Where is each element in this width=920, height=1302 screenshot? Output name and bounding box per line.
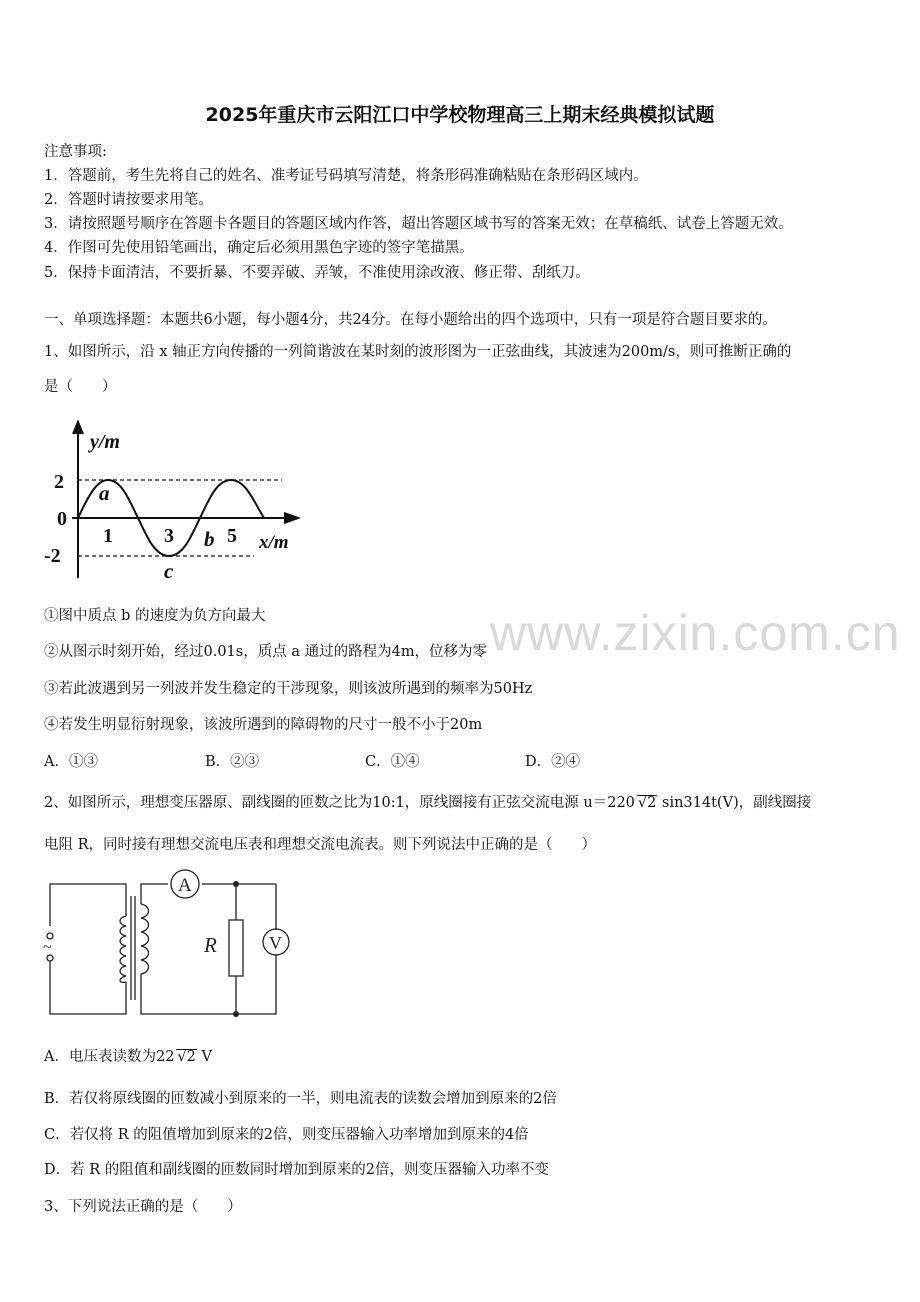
q2-option-a-unit: V bbox=[201, 1049, 212, 1065]
q1-option-c[interactable]: C．①④ bbox=[365, 754, 420, 770]
y-tick-neg2: -2 bbox=[44, 545, 61, 567]
x-tick-1: 1 bbox=[103, 525, 113, 547]
y-tick-2: 2 bbox=[54, 471, 64, 493]
q2-option-d[interactable]: D．若 R 的阻值和副线圈的匝数同时增加到原来的2倍，则变压器输入功率不变 bbox=[44, 1162, 549, 1178]
q1-option-d[interactable]: D．②④ bbox=[525, 754, 581, 770]
q2-option-a-text: A．电压表读数为22 bbox=[44, 1049, 175, 1065]
point-c-label: c bbox=[164, 559, 174, 583]
q1-statement-2: ②从图示时刻开始，经过0.01s，质点 a 通过的路程为4m，位移为零 bbox=[44, 644, 488, 660]
sqrt-sign: √2 bbox=[637, 795, 657, 811]
ammeter-label: A bbox=[178, 875, 192, 896]
y-axis-label: y/m bbox=[90, 431, 120, 453]
resistor-label: R bbox=[204, 933, 217, 957]
q1-option-a[interactable]: A．①③ bbox=[44, 754, 98, 770]
notice-item-5: 5．保持卡面清洁，不要折暴、不要弄破、弄皱，不准使用涂改液、修正带、刮纸刀。 bbox=[44, 265, 590, 281]
q1-statement-1: ①图中质点 b 的速度为负方向最大 bbox=[44, 608, 266, 624]
notice-item-1: 1．答题前，考生先将自己的姓名、准考证号码填写清楚，将条形码准确粘贴在条形码区域内。 bbox=[44, 168, 648, 184]
q2-stem-part2: sin314t(V)，副线圈接 bbox=[662, 795, 812, 811]
q2-stem-line2: 电阻 R，同时接有理想交流电压表和理想交流电流表。则下列说法中正确的是（ ） bbox=[44, 837, 597, 853]
sqrt-value: 2 bbox=[186, 1049, 196, 1065]
notice-heading: 注意事项: bbox=[44, 144, 107, 160]
notice-item-4: 4．作图可先使用铅笔画出，确定后必须用黑色字迹的签字笔描黑。 bbox=[44, 240, 474, 256]
q1-statement-4: ④若发生明显衍射现象，该波所遇到的障碍物的尺寸一般不小于20m bbox=[44, 717, 483, 733]
y-tick-0: 0 bbox=[57, 508, 67, 530]
notice-item-3: 3．请按照题号顺序在答题卡各题目的答题区域内作答，超出答题区域书写的答案无效；在草稿纸、试卷上答题无效。 bbox=[44, 216, 793, 232]
q1-stem-line2: 是（ ） bbox=[44, 379, 117, 395]
point-a-label: a bbox=[99, 481, 110, 505]
voltmeter-label: V bbox=[269, 933, 282, 953]
watermark: www.zixin.com.cn bbox=[490, 605, 901, 661]
q3-stem: 3、下列说法正确的是（ ） bbox=[44, 1199, 242, 1215]
q1-stem-line1: 1、如图所示，沿 x 轴正方向传播的一列简谐波在某时刻的波形图为一正弦曲线，其波速为200m/s，则可推断正确的 bbox=[44, 344, 792, 360]
section-heading: 一、单项选择题：本题共6小题，每小题4分，共24分。在每小题给出的四个选项中，只有一项是符合题目要求的。 bbox=[44, 312, 777, 328]
ac-source-symbol: ~ bbox=[43, 939, 52, 956]
q2-stem-line1 bbox=[44, 791, 811, 812]
page-title: 2025年重庆市云阳江口中学校物理高三上期末经典模拟试题 bbox=[205, 104, 715, 126]
q2-stem-part1: 2、如图所示，理想变压器原、副线圈的匝数之比为10:1，原线圈接有正弦交流电源 u＝220 bbox=[44, 795, 635, 811]
q1-statement-3: ③若此波遇到另一列波并发生稳定的干涉现象，则该波所遇到的频率为50Hz bbox=[44, 681, 533, 697]
x-axis-label: x/m bbox=[259, 532, 289, 553]
x-tick-5: 5 bbox=[227, 525, 237, 547]
transformer-circuit bbox=[40, 866, 300, 1022]
q1-option-b[interactable]: B．②③ bbox=[205, 754, 260, 770]
point-b-label: b bbox=[204, 527, 215, 551]
q2-option-c[interactable]: C．若仅将 R 的阻值增加到原来的2倍，则变压器输入功率增加到原来的4倍 bbox=[44, 1127, 529, 1143]
q2-option-a[interactable] bbox=[44, 1045, 212, 1066]
x-tick-3: 3 bbox=[164, 525, 174, 547]
sqrt-value: 2 bbox=[647, 795, 657, 811]
sqrt-sign: √2 bbox=[177, 1049, 196, 1065]
notice-item-2: 2．答题时请按要求用笔。 bbox=[44, 192, 213, 208]
wave-graph bbox=[44, 418, 306, 584]
q2-option-b[interactable]: B．若仅将原线圈的匝数减小到原来的一半，则电流表的读数会增加到原来的2倍 bbox=[44, 1091, 557, 1107]
